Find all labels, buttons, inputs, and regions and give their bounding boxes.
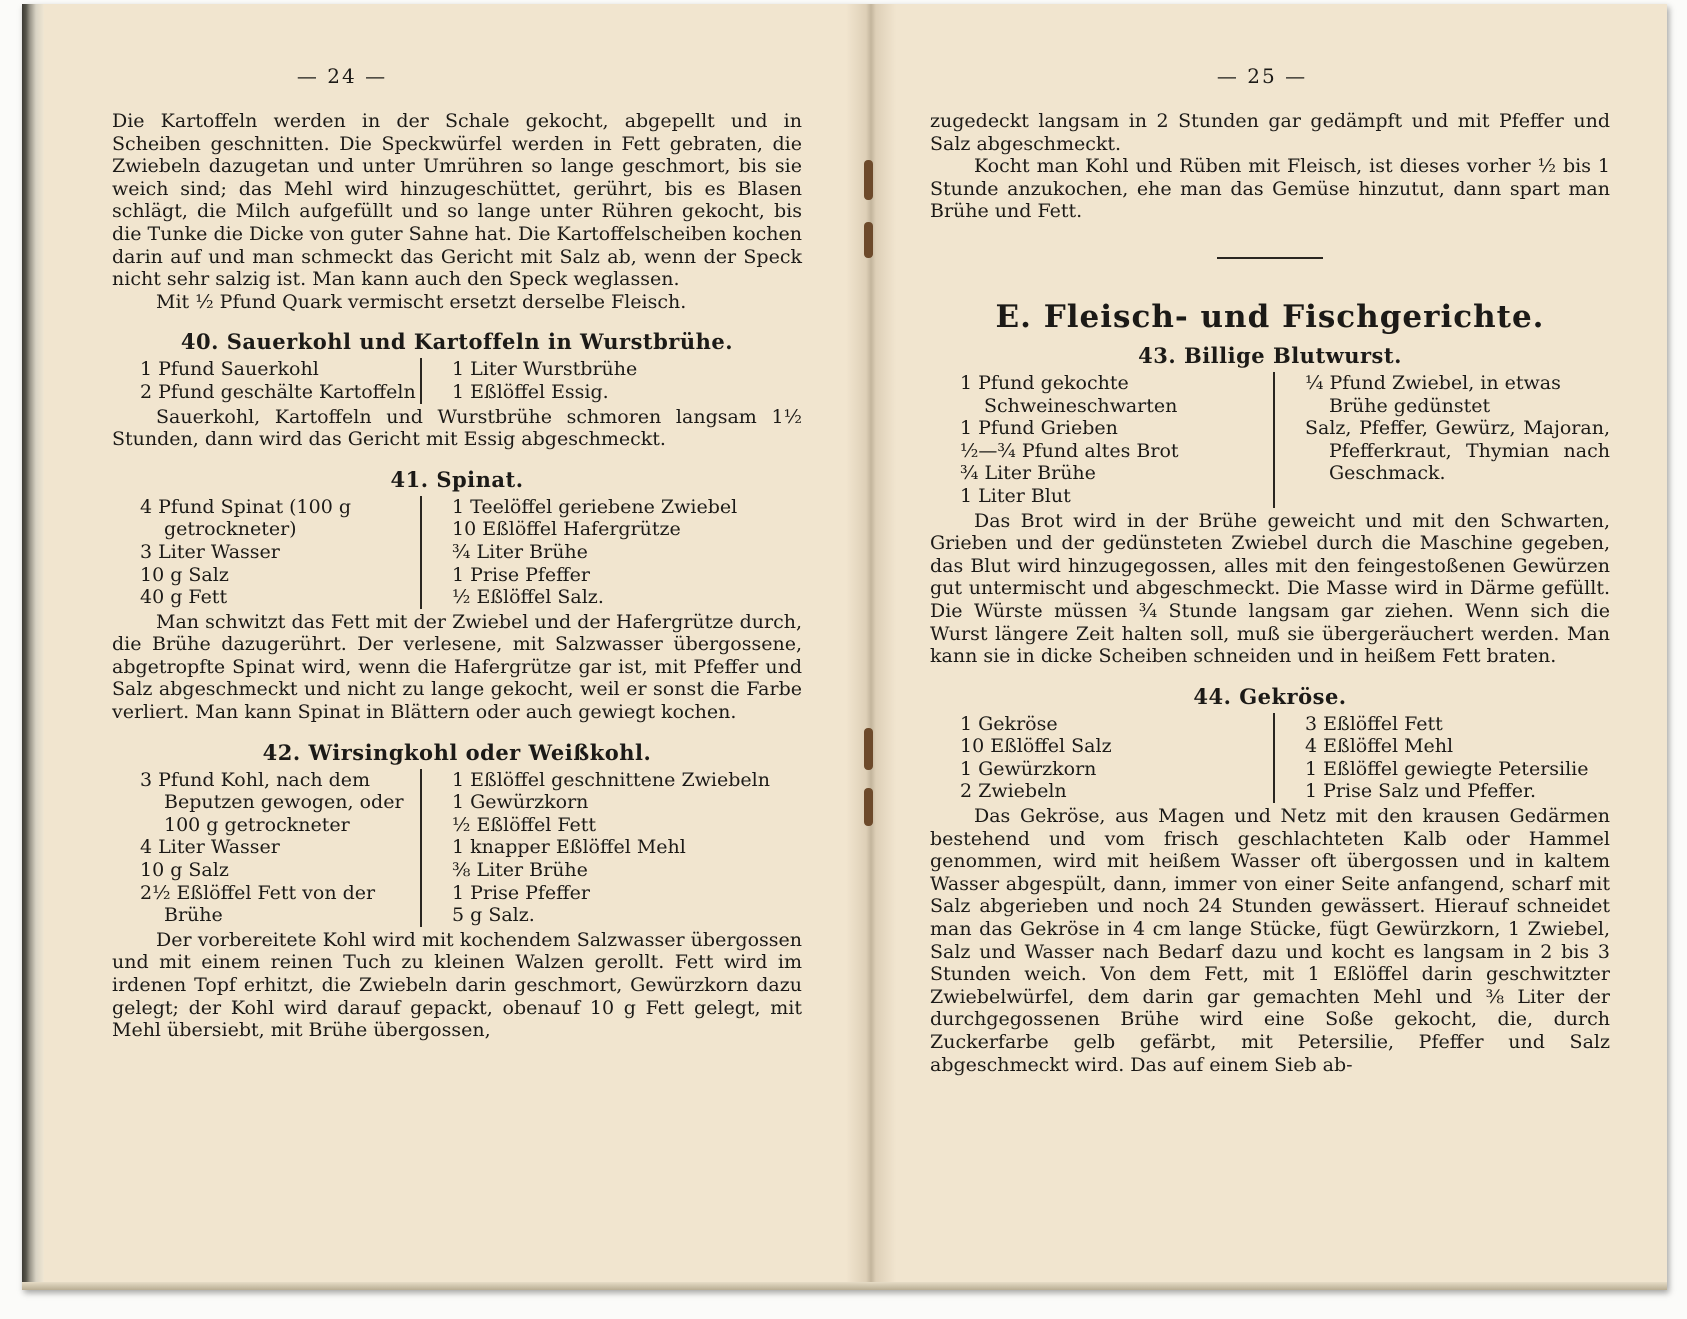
- section-title: E. Fleisch- und Fischgerichte.: [995, 298, 1545, 335]
- paragraph: zugedeckt langsam in 2 Stunden gar gedämpft und mit Pfeffer und Salz abgeschmeckt.: [930, 110, 1610, 155]
- ingredient: ¾ Liter Brühe: [452, 540, 588, 563]
- ingredient: 10 Eßlöffel Hafergrütze: [452, 518, 681, 541]
- paragraph: Kocht man Kohl und Rüben mit Fleisch, ist dieses vorher ½ bis 1 Stunde anzukochen, ehe man das Gemüse hinzutut, dann spart man Brühe und Fett.: [930, 155, 1610, 223]
- recipe-title: 42. Wirsingkohl oder Weißkohl.: [262, 739, 652, 765]
- ingredient: 1 Pfund Sauerkohl: [140, 358, 319, 381]
- paragraph: Das Gekröse, aus Magen und Netz mit den krausen Gedärmen bestehend und vom frisch geschlachteten Kalb oder Hammel genommen, wird mit heißem Wasser oft übergossen und in kaltem Wasser abgespült, dann, immer von einer Seite anfangend, scharf mit Salz abgerieben und noch 24 Stunden gewässert. Hierauf schneidet man das Gekröse in 4 cm lange Stücke, fügt Gewürzkorn, 1 Zwiebel, Salz und Wasser nach Bedarf dazu und kocht es langsam in 2 bis 3 Stunden weich. Von dem Fett, mit 1 Eßlöffel darin geschwitzter Zwiebelwürfel, dem darin gar gemachten Mehl und ⅜ Liter der durchgegossenen Brühe wird eine Soße gekocht, die, durch Zuckerfarbe gelb gefärbt, mit Petersilie, Pfeffer und Salz abgeschmeckt wird. Das auf einem Sieb ab-: [930, 805, 1610, 1076]
- ingredient-column: [422, 358, 802, 403]
- ingredient: 4 Liter Wasser: [140, 836, 280, 859]
- ingredient: 1 Eßlöffel gewiegte Petersilie: [1305, 757, 1589, 780]
- ingredient: 1 Prise Pfeffer: [452, 881, 590, 904]
- paragraph: Mit ½ Pfund Quark vermischt ersetzt derselbe Fleisch.: [156, 290, 687, 313]
- ingredient: 1 Prise Pfeffer: [452, 563, 590, 586]
- section-divider: [1217, 257, 1323, 259]
- ingredient: 1 Pfund Grieben: [960, 417, 1118, 440]
- ingredient: 3 Pfund Kohl, nach dem Beputzen gewogen, oder 100 g getrockneter: [140, 768, 404, 836]
- right-page-text: [930, 110, 1610, 1076]
- ingredient: ½—¾ Pfund altes Brot: [960, 439, 1179, 462]
- paragraph: Man schwitzt das Fett mit der Zwiebel und der Hafergrütze durch, die Brühe dazugerührt. Der verlesene, mit Salzwasser übergossene, abgetropfte Spinat wird, wenn die Hafergrütze gar ist, mit Pfeffer und Salz abgeschmeckt und nicht zu lange gekocht, weil er sonst die Farbe verliert. Man kann Spinat in Blättern oder auch gewiegt kochen.: [112, 610, 802, 724]
- recipe-title: 41. Spinat.: [390, 466, 524, 492]
- recipe-title: 40. Sauerkohl und Kartoffeln in Wurstbrühe.: [180, 329, 734, 355]
- ingredient-column: [1275, 713, 1610, 803]
- ingredient: 2 Zwiebeln: [960, 780, 1067, 803]
- ingredient: 1 Gewürzkorn: [960, 757, 1097, 780]
- ingredient-table: [930, 713, 1610, 803]
- ingredient: 10 g Salz: [140, 563, 229, 586]
- ingredient: 1 Eßlöffel Essig.: [452, 380, 609, 403]
- page-number: — 25 —: [1216, 64, 1308, 88]
- ingredient: 10 Eßlöffel Salz: [960, 735, 1112, 758]
- binding-thread: [864, 222, 873, 258]
- ingredient-column: [422, 496, 802, 609]
- paragraph: Der vorbereitete Kohl wird mit kochendem Salzwasser übergossen und mit einem reinen Tuch zu kleinen Walzen gerollt. Fett wird im irdenen Topf erhitzt, die Zwiebeln darin geschmort, Gewürzkorn dazu gelegt; der Kohl wird darauf gepackt, obenauf 10 g Fett gelegt, mit Mehl übersiebt, mit Brühe übergossen,: [112, 928, 802, 1042]
- ingredient-table: [930, 372, 1610, 508]
- paragraph: Sauerkohl, Kartoffeln und Wurstbrühe schmoren langsam 1½ Stunden, dann wird das Gericht mit Essig abgeschmeckt.: [112, 405, 802, 451]
- binding-thread: [864, 160, 873, 200]
- ingredient-table: [112, 358, 802, 403]
- ingredient: 1 Teelöffel geriebene Zwiebel: [452, 495, 738, 518]
- paragraph: Das Brot wird in der Brühe geweicht und mit den Schwarten, Grieben und der gedünsteten Zwiebel durch die Maschine gegeben, das Blut wird hinzugegossen, alles mit den feingestoßenen Gewürzen gut untermischt und abgeschmeckt. Die Masse wird in Därme gefüllt. Die Würste müssen ¾ Stunde langsam gar ziehen. Wenn sich die Wurst längere Zeit halten soll, muß sie übergeräuchert werden. Man kann sie in dicke Scheiben schneiden und in heißem Fett braten.: [930, 509, 1610, 668]
- ingredient: 1 Liter Wurstbrühe: [452, 358, 638, 381]
- recipe-title: 44. Gekröse.: [1193, 683, 1347, 709]
- page-number: — 24 —: [296, 64, 388, 88]
- ingredient: ¼ Pfund Zwiebel, in etwas Brühe gedünstet: [1305, 371, 1561, 417]
- ingredient: 2½ Eßlöffel Fett von der Brühe: [140, 881, 376, 927]
- ingredient-column: [112, 496, 422, 609]
- ingredient: 10 g Salz: [140, 859, 229, 882]
- ingredient: ½ Eßlöffel Fett: [452, 813, 597, 836]
- ingredient: 1 Eßlöffel geschnittene Zwiebeln: [452, 768, 770, 791]
- ingredient: 5 g Salz.: [452, 904, 535, 927]
- ingredient: 1 Pfund gekochte Schweineschwarten: [960, 371, 1178, 417]
- book-bottom-edge: [22, 1282, 1667, 1290]
- ingredient: ⅜ Liter Brühe: [452, 859, 588, 882]
- ingredient-table: [112, 769, 802, 927]
- ingredient: 1 knapper Eßlöffel Mehl: [452, 836, 686, 859]
- ingredient: 4 Eßlöffel Mehl: [1305, 735, 1454, 758]
- ingredient-column: [422, 769, 802, 927]
- ingredient-column: [1275, 372, 1610, 508]
- ingredient-column: [112, 769, 422, 927]
- ingredient: 2 Pfund geschälte Kartoffeln: [140, 380, 416, 403]
- ingredient: 1 Gekröse: [960, 712, 1058, 735]
- ingredient: ¾ Liter Brühe: [960, 462, 1096, 485]
- ingredient: 4 Pfund Spinat (100 g getrockneter): [140, 495, 351, 541]
- left-page-text: [112, 110, 802, 1042]
- ingredient-column: [930, 713, 1275, 803]
- book-page-edges: [22, 4, 44, 1290]
- ingredient: 1 Prise Salz und Pfeffer.: [1305, 780, 1537, 803]
- ingredient: 3 Eßlöffel Fett: [1305, 712, 1443, 735]
- binding-thread: [864, 788, 873, 826]
- ingredient: 40 g Fett: [140, 586, 228, 609]
- paragraph: Die Kartoffeln werden in der Schale gekocht, abgepellt und in Scheiben geschnitten. Die Speckwürfel werden in Fett gebraten, die Zwiebeln dazugetan und unter Umrühren so lange geschmort, bis sie weich sind; das Mehl wird hinzugeschüttet, gerührt, bis es Blasen schlägt, die Milch aufgefüllt und so lange unter Rühren gekocht, bis die Tunke die Dicke von guter Sahne hat. Die Kartoffelscheiben kochen darin auf und man schmeckt das Gericht mit Salz ab, wenn der Speck nicht sehr salzig ist. Man kann auch den Speck weglassen.: [112, 110, 803, 291]
- ingredient: 1 Liter Blut: [960, 484, 1071, 507]
- ingredient-column: [112, 358, 422, 403]
- ingredient-table: [112, 496, 802, 609]
- ingredient: 3 Liter Wasser: [140, 540, 280, 563]
- binding-thread: [864, 728, 873, 770]
- ingredient: 1 Gewürzkorn: [452, 791, 589, 814]
- ingredient: ½ Eßlöffel Salz.: [452, 586, 604, 609]
- ingredient-column: [930, 372, 1275, 508]
- ingredient: Salz, Pfeffer, Gewürz, Majoran, Pfefferkraut, Thymian nach Geschmack.: [1305, 417, 1610, 485]
- recipe-title: 43. Billige Blutwurst.: [1138, 342, 1402, 368]
